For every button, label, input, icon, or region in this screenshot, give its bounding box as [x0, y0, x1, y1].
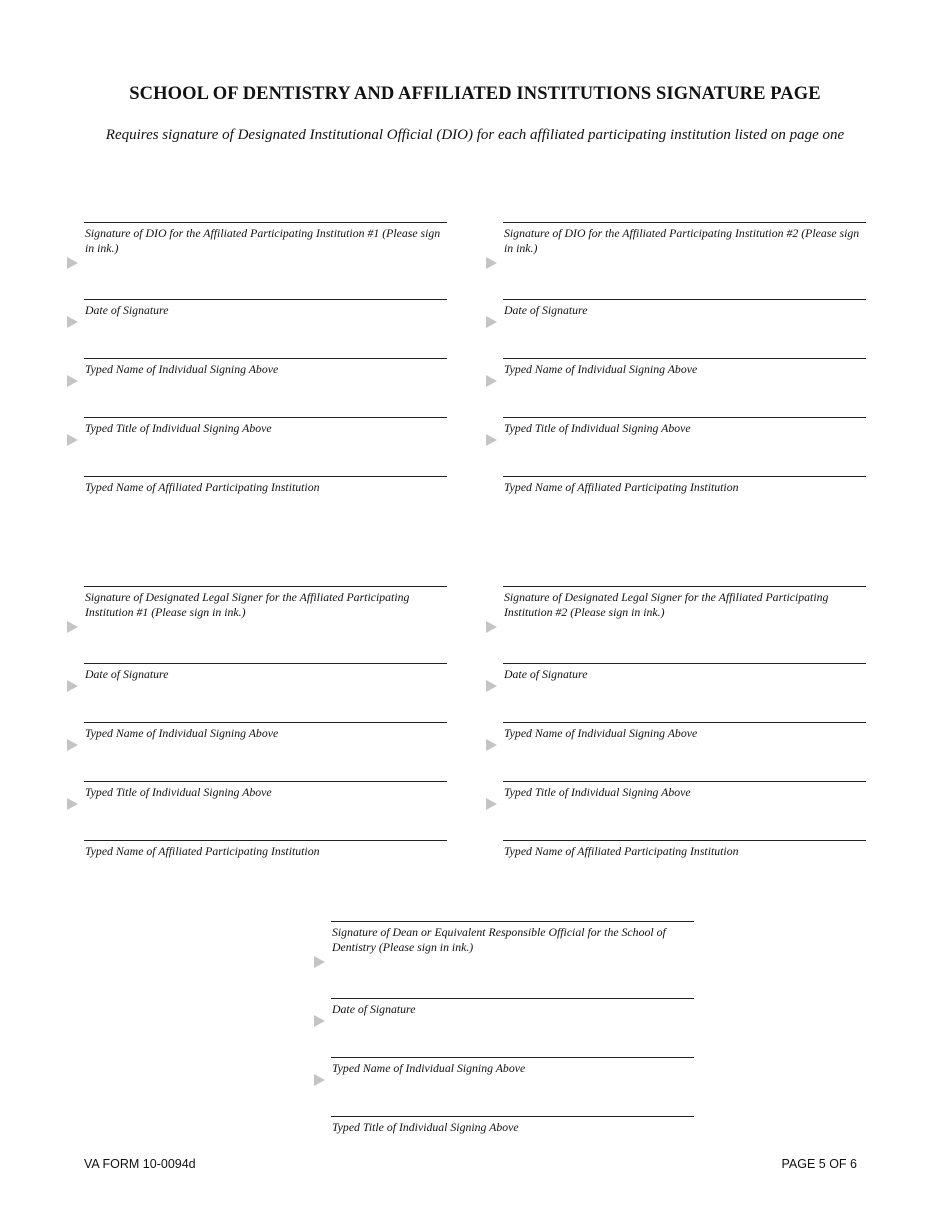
- dean-name-field[interactable]: [331, 1019, 694, 1058]
- legal2-signature-label: Signature of Designated Legal Signer for the Affiliated Participating Institution #2 (Please sign in ink.): [504, 590, 829, 619]
- dio1-signature-label: Signature of DIO for the Affiliated Participating Institution #1 (Please sign in ink.): [85, 226, 441, 255]
- legal2-date-field[interactable]: [503, 625, 866, 664]
- dean-title-label: Typed Title of Individual Signing Above: [332, 1120, 519, 1134]
- field-pointer-icon: [486, 739, 497, 751]
- page-number: PAGE 5 OF 6: [781, 1157, 857, 1171]
- dio2-name-field[interactable]: [503, 320, 866, 359]
- field-pointer-icon: [67, 798, 78, 810]
- dio1-title-label: Typed Title of Individual Signing Above: [85, 421, 272, 435]
- legal2-title-label: Typed Title of Individual Signing Above: [504, 785, 691, 799]
- page-title: SCHOOL OF DENTISTRY AND AFFILIATED INSTITUTIONS SIGNATURE PAGE: [129, 84, 821, 104]
- dio1-institution-field[interactable]: [84, 438, 447, 477]
- legal2-title-field[interactable]: [503, 743, 866, 782]
- dean-signature-block: [331, 921, 694, 1137]
- field-pointer-icon: [486, 798, 497, 810]
- dio2-institution-field[interactable]: [503, 438, 866, 477]
- dean-signature-label: Signature of Dean or Equivalent Responsible Official for the School of Dentistry (Please sign in ink.): [332, 925, 666, 954]
- legal1-name-label: Typed Name of Individual Signing Above: [85, 726, 279, 740]
- dean-date-field[interactable]: [331, 960, 694, 999]
- dio1-institution-label: Typed Name of Affiliated Participating Institution: [85, 480, 320, 494]
- dio2-title-label: Typed Title of Individual Signing Above: [504, 421, 691, 435]
- dean-name-label: Typed Name of Individual Signing Above: [332, 1061, 526, 1075]
- dio2-signature-label: Signature of DIO for the Affiliated Participating Institution #2 (Please sign in ink.): [504, 226, 860, 255]
- dio2-title-field[interactable]: [503, 379, 866, 418]
- field-pointer-icon: [67, 739, 78, 751]
- dio1-name-field[interactable]: [84, 320, 447, 359]
- field-pointer-icon: [486, 621, 497, 633]
- form-number: VA FORM 10-0094d: [84, 1157, 196, 1171]
- legal2-name-field[interactable]: [503, 684, 866, 723]
- field-pointer-icon: [314, 1015, 325, 1027]
- field-pointer-icon: [486, 680, 497, 692]
- legal1-title-label: Typed Title of Individual Signing Above: [85, 785, 272, 799]
- legal1-signature-block: [84, 586, 447, 861]
- dean-title-field[interactable]: [331, 1078, 694, 1117]
- dio2-date-field[interactable]: [503, 261, 866, 300]
- legal1-signature-label: Signature of Designated Legal Signer for the Affiliated Participating Institution #1 (Please sign in ink.): [85, 590, 410, 619]
- field-pointer-icon: [486, 316, 497, 328]
- dio2-institution-label: Typed Name of Affiliated Participating Institution: [504, 480, 739, 494]
- legal1-name-field[interactable]: [84, 684, 447, 723]
- dio1-name-label: Typed Name of Individual Signing Above: [85, 362, 279, 376]
- field-pointer-icon: [486, 434, 497, 446]
- legal1-title-field[interactable]: [84, 743, 447, 782]
- field-pointer-icon: [314, 1074, 325, 1086]
- legal2-name-label: Typed Name of Individual Signing Above: [504, 726, 698, 740]
- legal2-institution-label: Typed Name of Affiliated Participating Institution: [504, 844, 739, 858]
- field-pointer-icon: [486, 257, 497, 269]
- dio2-signature-block: [503, 222, 866, 497]
- legal1-date-label: Date of Signature: [85, 667, 169, 681]
- page-subtitle: Requires signature of Designated Institutional Official (DIO) for each affiliated participating institution listed on page one: [105, 127, 845, 143]
- field-pointer-icon: [67, 316, 78, 328]
- field-pointer-icon: [67, 375, 78, 387]
- dio2-date-label: Date of Signature: [504, 303, 588, 317]
- legal2-institution-field[interactable]: [503, 802, 866, 841]
- legal1-institution-label: Typed Name of Affiliated Participating Institution: [85, 844, 320, 858]
- field-pointer-icon: [67, 257, 78, 269]
- legal1-institution-field[interactable]: [84, 802, 447, 841]
- dio1-signature-block: [84, 222, 447, 497]
- dio1-date-label: Date of Signature: [85, 303, 169, 317]
- field-pointer-icon: [314, 956, 325, 968]
- dio1-date-field[interactable]: [84, 261, 447, 300]
- dio2-name-label: Typed Name of Individual Signing Above: [504, 362, 698, 376]
- dio1-title-field[interactable]: [84, 379, 447, 418]
- field-pointer-icon: [486, 375, 497, 387]
- field-pointer-icon: [67, 680, 78, 692]
- dean-date-label: Date of Signature: [332, 1002, 416, 1016]
- field-pointer-icon: [67, 621, 78, 633]
- legal1-date-field[interactable]: [84, 625, 447, 664]
- legal2-signature-block: [503, 586, 866, 861]
- legal2-date-label: Date of Signature: [504, 667, 588, 681]
- field-pointer-icon: [67, 434, 78, 446]
